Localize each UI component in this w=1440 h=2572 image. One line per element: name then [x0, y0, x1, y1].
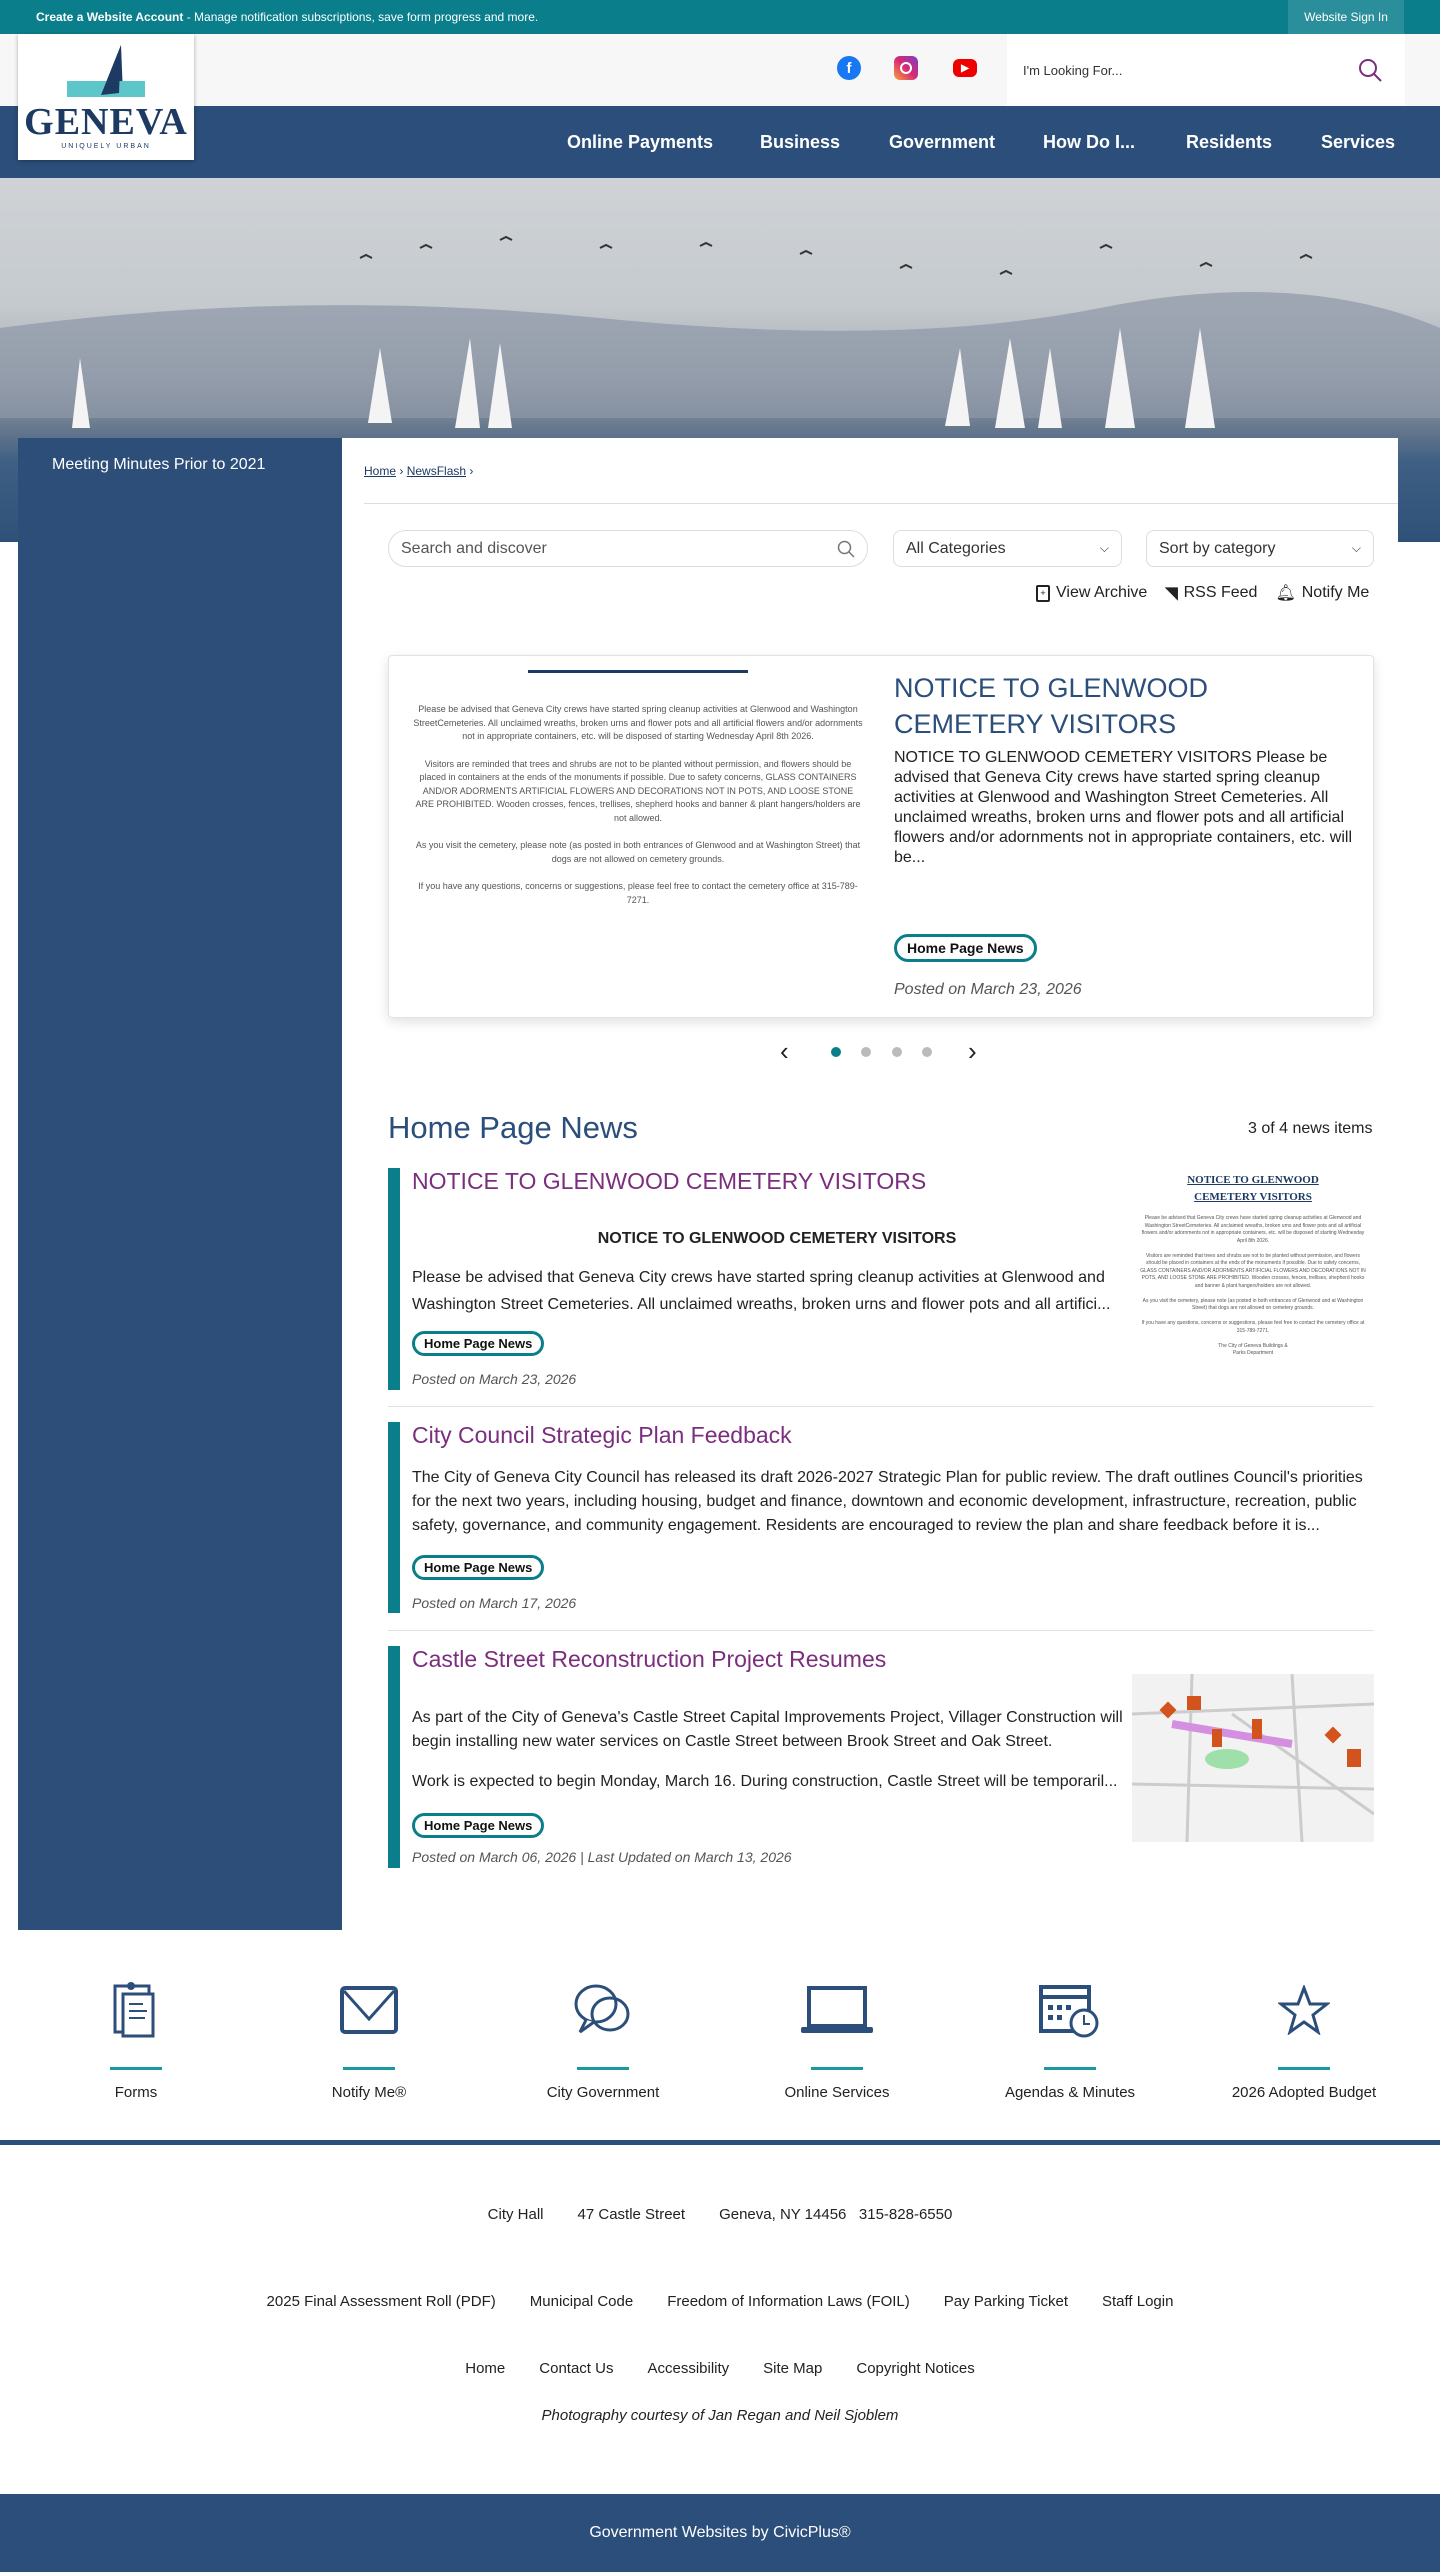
archive-icon: + [1036, 585, 1050, 602]
thumbnail-title: NOTICE TO GLENWOOD CEMETERY VISITORS [1187, 1174, 1319, 1203]
category-tag[interactable]: Home Page News [412, 1555, 544, 1580]
category-tag[interactable]: Home Page News [894, 934, 1037, 962]
street-map-image [1132, 1674, 1374, 1842]
news-search-input[interactable] [388, 530, 868, 567]
quick-link-label: Agendas & Minutes [1004, 2084, 1136, 2101]
nav-services[interactable]: Services [1321, 131, 1396, 152]
powered-by-bar [0, 2494, 1440, 2572]
rss-feed-label: RSS Feed [1183, 584, 1258, 601]
category-tag[interactable]: Home Page News [412, 1331, 544, 1356]
breadcrumb-home[interactable]: Home [364, 464, 397, 478]
website-sign-in-button[interactable]: Website Sign In [1288, 0, 1404, 34]
bell-icon: 🔔︎ [1275, 585, 1296, 602]
view-archive-link[interactable] [1036, 583, 1147, 603]
doc-paragraph: As you visit the cemetery, please note (as posted in both entrances of Glenwood and at Washington Street) that dogs are not allowed on cemetery grounds. [415, 840, 861, 864]
sort-select[interactable] [1146, 530, 1374, 567]
quick-link-notify-me[interactable] [269, 1975, 469, 2101]
item-accent-bar [388, 1422, 400, 1613]
nav-online-payments[interactable]: Online Payments [567, 131, 714, 152]
section-heading: Home Page News [388, 1110, 638, 1145]
laptop-icon [799, 1985, 875, 2035]
clipboard-icon [111, 1980, 161, 2040]
nav-how-do-i[interactable]: How Do I... [1043, 131, 1135, 152]
notify-me-label: Notify Me [1301, 584, 1370, 601]
quick-link-underline [1278, 2067, 1330, 2070]
carousel-next-button[interactable]: › [968, 1036, 977, 1066]
news-item-thumbnail[interactable] [1132, 1168, 1374, 1390]
doc-paragraph: If you have any questions, concerns or suggestions, please feel free to contact the cemetery office at 315-789-7271. [418, 881, 858, 905]
footer-divider [0, 2140, 1440, 2145]
thumb-paragraph: If you have any questions, concerns or suggestions, please feel free to contact the cemetery office at 315-789-7271. [1141, 1320, 1365, 1334]
civicplus-link[interactable]: Government Websites by CivicPlus® [589, 2524, 851, 2541]
news-item-title[interactable]: City Council Strategic Plan Feedback [412, 1422, 792, 1448]
footer-links-primary [0, 2293, 1440, 2310]
news-item-subhead: NOTICE TO GLENWOOD CEMETERY VISITORS [597, 1230, 957, 1247]
doc-paragraph: Please be advised that Geneva City crews have started spring cleanup activities at Glenwood and Washington StreetCemeteries. All unclaimed wreaths, broken urns and flower pots and all artificial flowers and/or adornments not in appropriate containers, etc. will be disposed of starting Wednesday April 8th 2026. [413, 704, 863, 741]
footer-address [0, 2206, 1440, 2223]
view-archive-label: View Archive [1056, 584, 1148, 601]
quick-link-underline [811, 2067, 863, 2070]
address-city-phone: Geneva, NY 14456 315-828-6550 [719, 2206, 953, 2223]
quick-link-city-government[interactable] [503, 1975, 703, 2101]
notify-me-link[interactable] [1275, 583, 1369, 603]
construction-map-thumbnail[interactable] [1132, 1674, 1374, 1842]
nav-residents[interactable]: Residents [1186, 131, 1273, 152]
address-label: City Hall [487, 2206, 544, 2223]
news-count: 3 of 4 news items [1248, 1120, 1373, 1137]
thumb-paragraph: Please be advised that Geneva City crews have started spring cleanup activities at Glenwood and Washington StreetCemeteries. All unclaimed wreaths, broken urns and flower pots and all artificial flowers and/or adornments not in appropriate containers, etc. will be disposed of starting Wednesday April 8th 2026. [1141, 1215, 1365, 1244]
news-item-body: Please be advised that Geneva City crews have started spring cleanup activities at Glenwood and Washington Street Cemeteries. All unclaimed wreaths, broken urns and flower pots and all artifici... [412, 1269, 1111, 1313]
nav-business[interactable]: Business [760, 131, 841, 152]
divider [364, 503, 1398, 504]
item-accent-bar [388, 1168, 400, 1390]
carousel-prev-button[interactable]: ‹ [780, 1036, 789, 1066]
posted-date: Posted on March 06, 2026 | Last Updated on March 13, 2026 [412, 1849, 792, 1865]
quick-link-label: City Government [546, 2084, 660, 2101]
breadcrumb: Home › NewsFlash › [364, 464, 474, 478]
news-actions [1036, 583, 1369, 603]
footer-link[interactable]: Contact Us [539, 2360, 614, 2377]
facebook-icon[interactable]: f [837, 56, 861, 80]
quick-link-underline [343, 2067, 395, 2070]
chevron-down-icon: ⌵ [1351, 541, 1361, 555]
main-nav [0, 106, 1440, 178]
footer-link[interactable]: Copyright Notices [856, 2360, 975, 2377]
news-list-item [388, 1422, 1374, 1613]
envelope-icon [339, 1985, 399, 2035]
news-item-title[interactable]: NOTICE TO GLENWOOD CEMETERY VISITORS [412, 1168, 927, 1194]
youtube-icon[interactable]: ▶ [953, 59, 977, 77]
category-select-value: All Categories [906, 539, 1006, 557]
posted-date: Posted on March 23, 2026 [894, 981, 1082, 998]
featured-news-summary: NOTICE TO GLENWOOD CEMETERY VISITORS Please be advised that Geneva City crews have started spring cleanup activities at Glenwood and Washington Street Cemeteries. All unclaimed wreaths, broken urns and flower pots and all artificial flowers and/or adornments not in appropriate containers, etc. will be... [894, 749, 1353, 866]
quick-link-agendas-minutes[interactable] [970, 1975, 1170, 2101]
thumb-paragraph: As you visit the cemetery, please note (as posted in both entrances of Glenwood and at Washington Street) that dogs are not allowed on cemetery grounds. [1142, 1297, 1364, 1311]
thumb-signature: The City of Geneva Buildings & Parks Department [1218, 1342, 1288, 1356]
carousel-dot-2[interactable] [861, 1047, 871, 1057]
star-icon [1278, 1985, 1330, 2035]
category-tag[interactable]: Home Page News [412, 1813, 544, 1838]
quick-link-label: Forms [114, 2084, 158, 2101]
carousel-dot-4[interactable] [922, 1047, 932, 1057]
quick-link-label: 2026 Adopted Budget [1231, 2084, 1377, 2101]
rss-feed-link[interactable] [1165, 583, 1257, 603]
quick-link-forms[interactable] [36, 1975, 236, 2101]
quick-link-underline [577, 2067, 629, 2070]
quick-link-label: Online Services [784, 2084, 890, 2101]
item-accent-bar [388, 1646, 400, 1868]
featured-news-card[interactable] [388, 655, 1374, 1018]
footer-links-secondary [0, 2360, 1440, 2377]
search-icon[interactable] [1357, 57, 1383, 83]
news-item-body-continued: Work is expected to begin Monday, March 16. During construction, Castle Street will be temporaril... [412, 1773, 1118, 1790]
news-list-item [388, 1646, 1374, 1868]
footer-link[interactable]: 2025 Final Assessment Roll (PDF) [266, 2293, 496, 2310]
create-account-desc: - Manage notification subscriptions, save form progress and more. [183, 10, 539, 24]
sort-select-value: Sort by category [1159, 539, 1276, 557]
news-list-item [388, 1168, 1374, 1390]
footer-link[interactable]: Accessibility [647, 2360, 730, 2377]
divider [388, 1406, 1374, 1407]
chevron-down-icon: ⌵ [1099, 541, 1109, 555]
top-bar [0, 0, 1440, 34]
search-icon[interactable] [837, 540, 855, 558]
sidebar [18, 438, 342, 1930]
site-search-placeholder: I'm Looking For... [1023, 62, 1123, 78]
doc-paragraph: Visitors are reminded that trees and shrubs are not to be planted without permission, and flowers should be placed in containers at the ends of the monuments if possible. Due to safety concerns, GLASS CONTAINERS AND/OR ADORMENTS ARTIFICIAL FLOWERS AND DECORATIONS NOT IN POTS, AND LOOSE STONE ARE PROHIBITED. Wooden crosses, fences, trellises, shepherd hooks and banner & plant hangers/holders are not allowed. [415, 758, 861, 823]
logo-tagline: UNIQUELY URBAN [61, 143, 151, 150]
thumb-paragraph: Visitors are reminded that trees and shrubs are not to be planted without permission, and flowers should be placed in containers at the ends of the monuments if possible. Due to safety concerns, GLASS CONTAINERS AND/OR ADORMENTS ARTIFICIAL FLOWERS AND DECORATIONS NOT IN POTS, AND LOOSE STONE ARE PROHIBITED. Wooden crosses, fences, trellises, shepherd hooks and banner & plant hangers/holders are not allowed. [1140, 1252, 1366, 1289]
site-search-input[interactable] [1007, 34, 1405, 106]
quick-link-underline [1044, 2067, 1096, 2070]
footer-link[interactable]: Municipal Code [529, 2293, 634, 2310]
instagram-icon[interactable] [894, 56, 918, 80]
photo-credit-text: Photography courtesy of Jan Regan and Neil Sjoblem [541, 2407, 899, 2424]
breadcrumb-newsflash[interactable]: NewsFlash [406, 464, 467, 478]
category-select[interactable] [893, 530, 1122, 567]
footer-link[interactable]: Site Map [763, 2360, 823, 2377]
carousel-dot-3[interactable] [892, 1047, 902, 1057]
posted-date: Posted on March 23, 2026 [412, 1371, 577, 1387]
news-item-body: As part of the City of Geneva's Castle Street Capital Improvements Project, Villager Construction will begin installing new water services on Castle Street between Brook Street and Oak Street. [412, 1709, 1123, 1750]
address-street: 47 Castle Street [577, 2206, 686, 2223]
divider [388, 1630, 1374, 1631]
news-item-body: The City of Geneva City Council has released its draft 2026-2027 Strategic Plan for public review. The draft outlines Council's priorities for the next two years, including housing, budget and finance, downtown and economic development, infrastructure, recreation, public safety, governance, and community engagement. Residents are encouraged to review the plan and share feedback before it is... [412, 1469, 1363, 1534]
create-account-link[interactable]: Create a Website Account [36, 10, 184, 24]
quick-link-online-services[interactable] [737, 1975, 937, 2101]
footer-link[interactable]: Staff Login [1102, 2293, 1174, 2310]
quick-link-adopted-budget[interactable] [1204, 1975, 1404, 2101]
photo-credit [0, 2407, 1440, 2424]
calendar-clock-icon [1038, 1981, 1102, 2039]
city-logo[interactable] [18, 34, 194, 160]
create-account-message[interactable] [36, 10, 538, 24]
news-search-placeholder: Search and discover [401, 539, 547, 557]
sidebar-item-meeting-minutes[interactable]: Meeting Minutes Prior to 2021 [52, 456, 266, 473]
news-item-title[interactable]: Castle Street Reconstruction Project Resumes [412, 1646, 887, 1672]
footer-link[interactable]: Home [465, 2360, 506, 2377]
nav-government[interactable]: Government [889, 131, 996, 152]
posted-date: Posted on March 17, 2026 [412, 1595, 577, 1611]
rss-icon: ◥ [1165, 585, 1178, 602]
carousel-dot-1[interactable] [831, 1047, 841, 1057]
footer-link[interactable]: Pay Parking Ticket [943, 2293, 1068, 2310]
chat-bubbles-icon [572, 1982, 634, 2038]
sailboat-logo-icon [61, 43, 151, 103]
footer-link[interactable]: Freedom of Information Laws (FOIL) [667, 2293, 910, 2310]
notice-document-image [403, 670, 873, 1006]
featured-news-title[interactable]: NOTICE TO GLENWOOD CEMETERY VISITORS [894, 673, 1209, 739]
logo-wordmark: GENEVA [24, 101, 188, 143]
quick-link-label: Notify Me® [331, 2084, 407, 2101]
quick-link-underline [110, 2067, 162, 2070]
